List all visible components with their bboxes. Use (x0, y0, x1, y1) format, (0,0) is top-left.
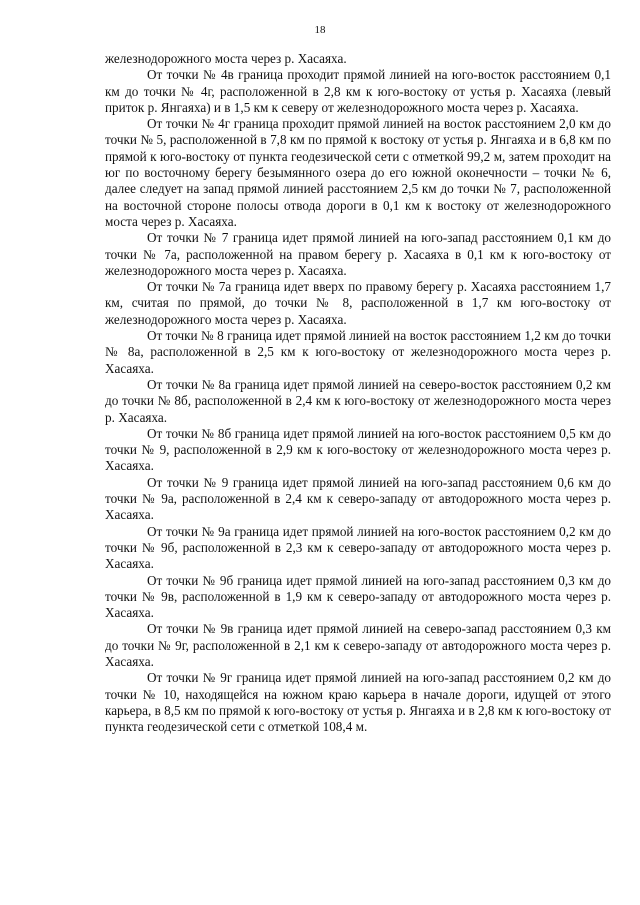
paragraph-continuation: железнодорожного моста через р. Хасаяха. (105, 51, 347, 66)
paragraph-point-7: От точки № 7 граница идет прямой линией на юго-запад расстоянием 0,1 км до точки № 7а, расположенной на правом берегу р. Хасаяха в 0,1 км к юго-востоку от железнодорожного моста через р. Хасаяха. (105, 230, 611, 278)
paragraph-point-9b: От точки № 9б граница идет прямой линией на юго-запад расстоянием 0,3 км до точки № 9в, расположенной в 1,9 км к северо-западу от автодорожного моста через р. Хасаяха. (105, 572, 611, 621)
paragraph-point-9g: От точки № 9г граница идет прямой линией на юго-запад расстоянием 0,2 км до точки № 10, находящейся на южном краю карьера в начале дороги, идущей от этого карьера, в 8,5 км по прямой к юго-востоку от устья р. Янгаяха и в 2,8 км к юго-востоку от пункта геодезической сети с отметкой 108,4 м. (105, 670, 611, 735)
document-body (105, 51, 611, 735)
paragraph-point-8a: От точки № 8а граница идет прямой линией на северо-восток расстоянием 0,2 км до точки № 8б, расположенной в 2,4 км к юго-востоку от железнодорожного моста через р. Хасаяха. (105, 376, 611, 425)
paragraph-point-9a: От точки № 9а граница идет прямой линией на юго-восток расстоянием 0,2 км до точки № 9б, расположенной в 2,3 км к северо-западу от автодорожного моста через р. Хасаяха. (105, 523, 611, 572)
paragraph-point-9: От точки № 9 граница идет прямой линией на юго-запад расстоянием 0,6 км до точки № 9а, расположенной в 2,4 км к северо-западу от автодорожного моста через р. Хасаяха. (105, 474, 611, 523)
page-number: 18 (314, 24, 326, 36)
paragraph-point-4g: От точки № 4г граница проходит прямой линией на восток расстоянием 2,0 км до точки № 5, расположенной в 7,8 км по прямой к востоку от устья р. Янгаяха и в 6,8 км по прямой к юго-востоку от пункта геодезической сети с отметкой 99,2 м, затем проходит на юг по восточному берегу безымянного озера до его южной оконечности – точки № 6, далее следует на запад прямой линией расстоянием 2,5 км до точки № 7, расположенной на восточной стороне полосы отвода дороги в 0,1 км к востоку от железнодорожного моста через р. Хасаяха. (105, 116, 611, 229)
paragraph-point-9v: От точки № 9в граница идет прямой линией на северо-запад расстоянием 0,3 км до точки № 9г, расположенной в 2,1 км к северо-западу от автодорожного моста через р. Хасаяха. (105, 621, 611, 669)
paragraph-point-7a: От точки № 7а граница идет вверх по правому берегу р. Хасаяха расстоянием 1,7 км, считая по прямой, до точки № 8, расположенной в 1,7 км юго-востоку от железнодорожного моста через р. Хасаяха. (105, 279, 611, 327)
paragraph-point-8b: От точки № 8б граница идет прямой линией на юго-восток расстоянием 0,5 км до точки № 9, расположенной в 2,9 км к юго-востоку от железнодорожного моста через р. Хасаяха. (105, 425, 611, 474)
paragraph-point-4v: От точки № 4в граница проходит прямой линией на юго-восток расстоянием 0,1 км до точки № 4г, расположенной в 2,8 км к юго-востоку от устья р. Хасаяха (левый приток р. Янгаяха) и в 1,5 км к северу от железнодорожного моста через р. Хасаяха. (105, 67, 611, 115)
paragraph-point-8: От точки № 8 граница идет прямой линией на восток расстоянием 1,2 км до точки № 8а, расположенной в 2,5 км к юго-востоку от железнодорожного моста через р. Хасаяха. (105, 328, 611, 376)
